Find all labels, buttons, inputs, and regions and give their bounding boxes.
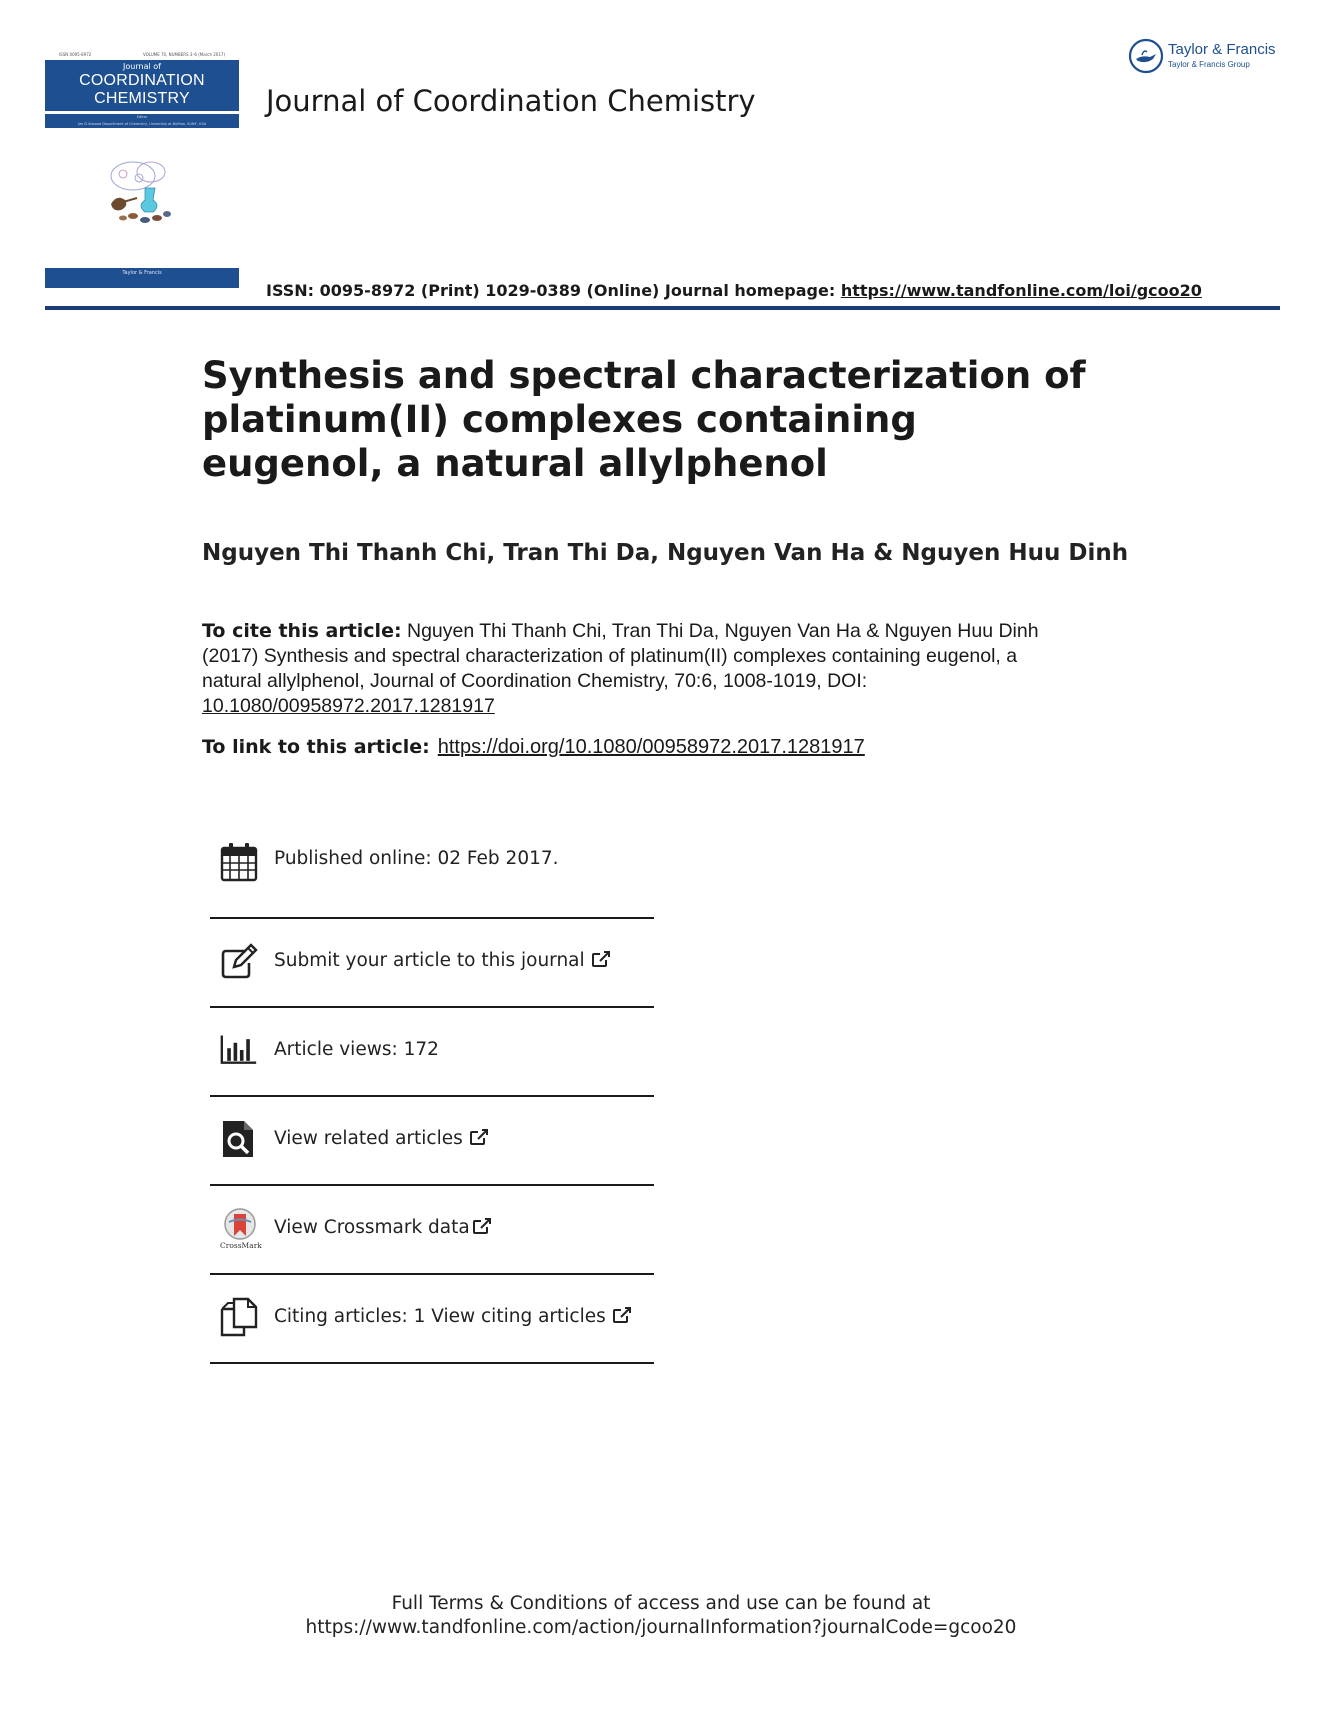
cover-molecule-illustration [103,158,183,228]
terms-line: Full Terms & Conditions of access and use can be found at [391,1593,931,1614]
citation-text: Nguyen Thi Thanh Chi, Tran Thi Da, Nguyen Van Ha & Nguyen Huu Dinh (2017) Synthesis and spectral characterization of platinum(II) complexes containing eugenol, a natural allylphenol, Journal of Coordination Chemistry, 70:6, 1008-1019, DOI: [202,620,1039,692]
citing-articles-link[interactable] [274,1306,632,1327]
article-authors: Nguyen Thi Thanh Chi, Tran Thi Da, Nguyen Van Ha & Nguyen Huu Dinh [202,540,1129,566]
external-link-icon [612,1306,632,1324]
related-articles-label: View related articles [274,1128,463,1149]
article-views: Article views: 172 [274,1039,439,1060]
cover-editor-label: Editor [136,115,148,119]
external-link-icon [591,950,611,968]
document-search-icon [220,1119,258,1159]
citation-block [202,619,1042,719]
submit-article-link[interactable] [274,950,611,971]
issn-text: ISSN: 0095-8972 (Print) 1029-0389 (Online) Journal homepage: [266,281,841,300]
calendar-icon [220,842,258,882]
terms-url-link[interactable]: https://www.tandfonline.com/action/journalInformation?journalCode=gcoo20 [305,1617,1017,1638]
citation-doi-link[interactable]: 10.1080/00958972.2017.1281917 [202,695,495,717]
edit-icon [220,941,258,981]
crossmark-logo-text: CrossMark [220,1241,262,1250]
publisher-group: Taylor & Francis Group [1168,60,1250,69]
list-item-crossmark[interactable] [210,1186,654,1275]
header-divider [45,306,1280,310]
list-item-submit[interactable] [210,919,654,1008]
article-doi-link[interactable]: https://doi.org/10.1080/00958972.2017.1281917 [437,736,865,758]
cover-issn: ISSN 0095-8972 [59,52,92,57]
publisher-name: Taylor & Francis [1168,41,1276,58]
crossmark-label: View Crossmark data [274,1217,470,1238]
publisher-logo[interactable] [1128,38,1288,78]
list-item-published [210,820,654,919]
cover-title-band [45,60,239,111]
cover-editor-name: Jim D Atwood Department of Chemistry, University at Buffalo, SUNY, USA [77,122,207,126]
cover-name-line1: COORDINATION [79,72,205,89]
cover-meta [45,52,239,60]
cover-publisher: Taylor & Francis [122,270,162,276]
list-item-citing[interactable] [210,1275,654,1364]
list-item-related[interactable] [210,1097,654,1186]
cover-journal-of: Journal of [123,62,161,71]
bar-chart-icon [220,1030,258,1070]
journal-homepage-link[interactable]: https://www.tandfonline.com/loi/gcoo20 [840,281,1202,300]
cover-name-line2: CHEMISTRY [94,90,190,107]
citation-lead: To cite this article: [202,620,402,642]
published-date: Published online: 02 Feb 2017. [274,848,559,869]
article-info-list [210,820,654,1364]
external-link-icon [472,1217,492,1235]
cover-editor-band [45,114,239,128]
related-articles-link[interactable] [274,1128,489,1149]
crossmark-logo [220,1208,262,1250]
link-lead: To link to this article: [202,736,430,758]
journal-cover-thumbnail [45,52,239,292]
journal-title: Journal of Coordination Chemistry [266,84,756,118]
copy-documents-icon [220,1297,258,1337]
crossmark-icon [221,1208,259,1242]
taylor-francis-lamp-icon [1128,38,1164,74]
external-link-icon [469,1128,489,1146]
cover-volume: VOLUME 70, NUMBERS 3–6 (March 2017) [142,52,225,57]
list-item-views [210,1008,654,1097]
citing-articles-label: Citing articles: 1 View citing articles [274,1306,606,1327]
issn-line [266,281,1202,300]
article-title: Synthesis and spectral characterization of platinum(II) complexes containing eugenol, a natural allylphenol [202,354,1086,485]
submit-article-label: Submit your article to this journal [274,950,585,971]
article-link-line [202,736,865,759]
terms-footer [0,1592,1322,1640]
cover-publisher-band [45,268,239,288]
crossmark-data-link[interactable] [274,1217,492,1238]
